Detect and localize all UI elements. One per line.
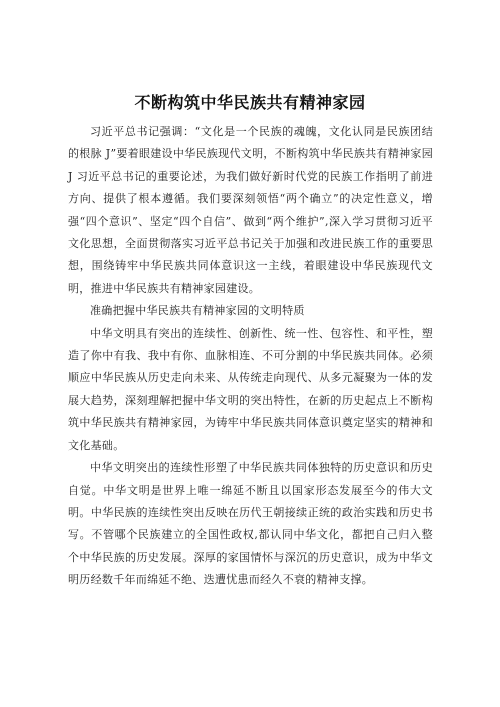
paragraph-continuity: 中华文明突出的连续性形塑了中华民族共同体独特的历史意识和历史自觉。中华文明是世界上唯一绵延不断且以国家形态发展至今的伟大文明。中华民族的连续性突出反映在历代王朝接续正统的政治实践和历史书写。不管哪个民族建立的全国性政权,都认同中华文化，都把自己归入整个中华民族的历史发展。深厚的家国情怀与深沉的历史意识，成为中华文明历经数千年而绵延不绝、迭遭忧患而经久不衰的精神支撑。 xyxy=(68,461,433,587)
paragraph-intro: 习近平总书记强调：“文化是一个民族的魂魄，文化认同是民族团结的根脉 J”要着眼建设中华民族现代文明，不断构筑中华民族共有精神家园 J 习近平总书记的重要论述，为我们做好新时代党的民族工作指明了前进方向、提供了根本遵循。我们要深刻领悟“两个确立”的决定性意义，增强“四个意识”、坚定“四个自信”、做到“两个维护”,深入学习贯彻习近平文化思想，全面贯彻落实习近平总书记关于加强和改进民族工作的重要思想，围绕铸牢中华民族共同体意识这一主线，着眼建设中华民族现代文明，推进中华民族共有精神家园建设。 xyxy=(68,125,433,295)
section-heading: 准确把握中华民族共有精神家园的文明特质 xyxy=(90,304,305,318)
document-title: 不断构筑中华民族共有精神家园 xyxy=(134,93,366,112)
document-body xyxy=(68,121,433,592)
paragraph-civilization-traits: 中华文明具有突出的连续性、创新性、统一性、包容性、和平性，塑造了你中有我、我中有你、血脉相连、不可分割的中华民族共同体。必须顺应中华民族从历史走向未来、从传统走向现代、从多元凝聚为一体的发展大趋势，深刻理解把握中华文明的突出特性，在新的历史起点上不断构筑中华民族共有精神家园，为铸牢中华民族共同体意识奠定坚实的精神和文化基础。 xyxy=(68,326,433,452)
